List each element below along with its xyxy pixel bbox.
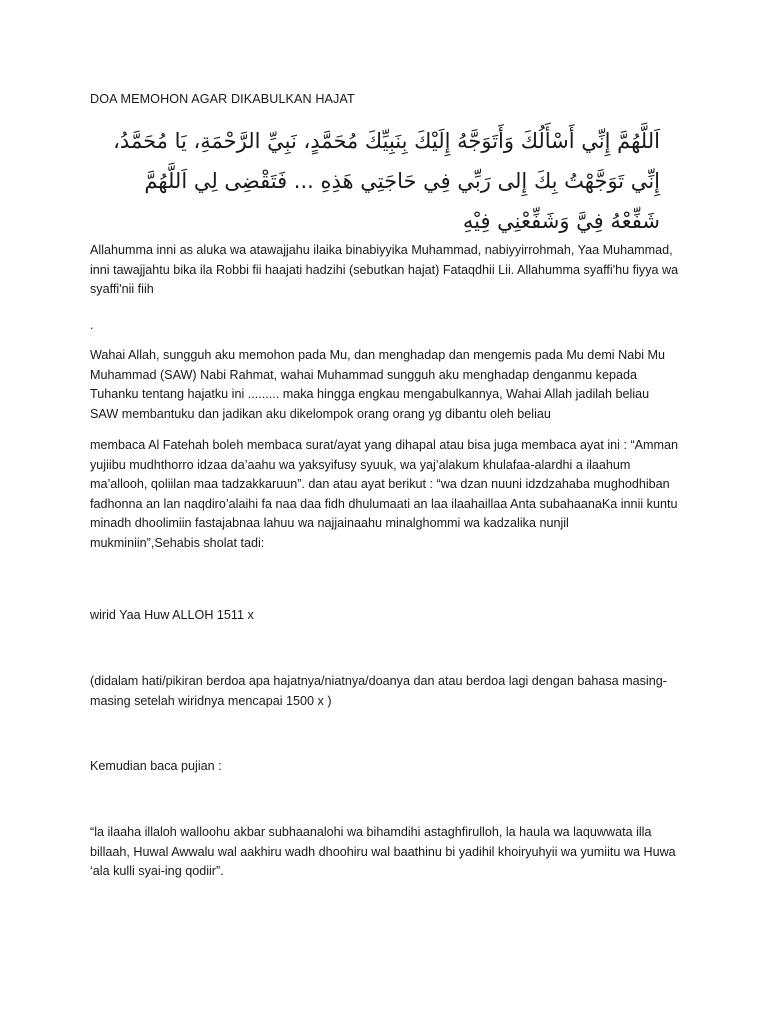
translation-paragraph: Wahai Allah, sungguh aku memohon pada Mu, dan menghadap dan mengemis pada Mu demi Nabi Mu Muhammad (SAW) Nabi Rahmat, wahai Muhammad sungguh aku menghadap denganmu kepada Tuhanku tentang hajatku ini ......... maka hingga engkau mengabulkannya, Wahai Allah jadilah beliau SAW membantuku dan jadikan aku dikelompok orang orang yg dibantu oleh beliau <box>90 348 666 421</box>
note-paragraph: (didalam hati/pikiran berdoa apa hajatnya/niatnya/doanya dan atau berdoa lagi dengan bahasa masing-masing setelah wiridnya mencapai 1500 x ) <box>90 674 667 708</box>
praise-paragraph: “la ilaaha illaloh walloohu akbar subhaanalohi wa bihamdihi astaghfirulloh, la haula wa laquwwata illa billaah, Huwal Awwalu wal aakhiru wadh dhoohiru wal baathinu bi yadihil khoiryuhyii wa yumiitu wa Huwa ‘ala kulli syai-ing qodiir”. <box>90 825 676 878</box>
transliteration-paragraph: Allahumma inni as aluka wa atawajjahu ilaika binabiyyika Muhammad, nabiyyirrohmah, Yaa Muhammad, inni tawajjahtu bika ila Robbi fii haajati hadzihi (sebutkan hajat) Fataqdhii Lii. Allahumma syaffi'hu fiyya wa syaffi'nii fiih <box>90 243 679 296</box>
praise-intro: Kemudian baca pujian : <box>90 759 222 773</box>
wirid-line: wirid Yaa Huw ALLOH 1511 x <box>90 608 254 622</box>
document-title: DOA MEMOHON AGAR DIKABULKAN HAJAT <box>90 92 355 106</box>
instructions-paragraph: membaca Al Fatehah boleh membaca surat/ayat yang dihapal atau bisa juga membaca ayat ini : “Amman yujiibu mudhthorro idzaa da’aahu wa yaksyifusy syuuk, wa yaj’alakum khulafaa-alardhi a ilaahum ma’allooh, qoliilan maa tadzakkaruun”. dan atau ayat berikut : “wa dzan nuuni idzdzahaba mughodhiban fadhonna an lan naqdiro’alaihi fa naa daa fidh dhulumaati an laa ilaahaillaa Anta subahaanaKa innii kuntu minadh dhoolimiin fastajabnaa lahuu wa najjainaahu minalghommi wa kadzalika nunjil mukminiin”,Sehabis sholat tadi: <box>90 438 679 550</box>
arabic-prayer: اَللَّهُمَّ إِنِّي أَسْأَلُكَ وَأَتَوَجَّهُ إِلَيْكَ بِنَبِيِّكَ مُحَمَّدٍ، نَبِيِّ الرَّحْمَةِ، يَا مُحَمَّدُ، إِنِّي تَوَجَّهْتُ بِكَ إِلى رَبِّي فِي حَاجَتِي هَذِهِ ... فَتَقْضِى لِي اَللَّهُمَّ شَفِّعْهُ فِيَّ وَشَفِّعْنِي فِيْهِ <box>113 129 660 233</box>
separator-dot: . <box>90 318 94 332</box>
